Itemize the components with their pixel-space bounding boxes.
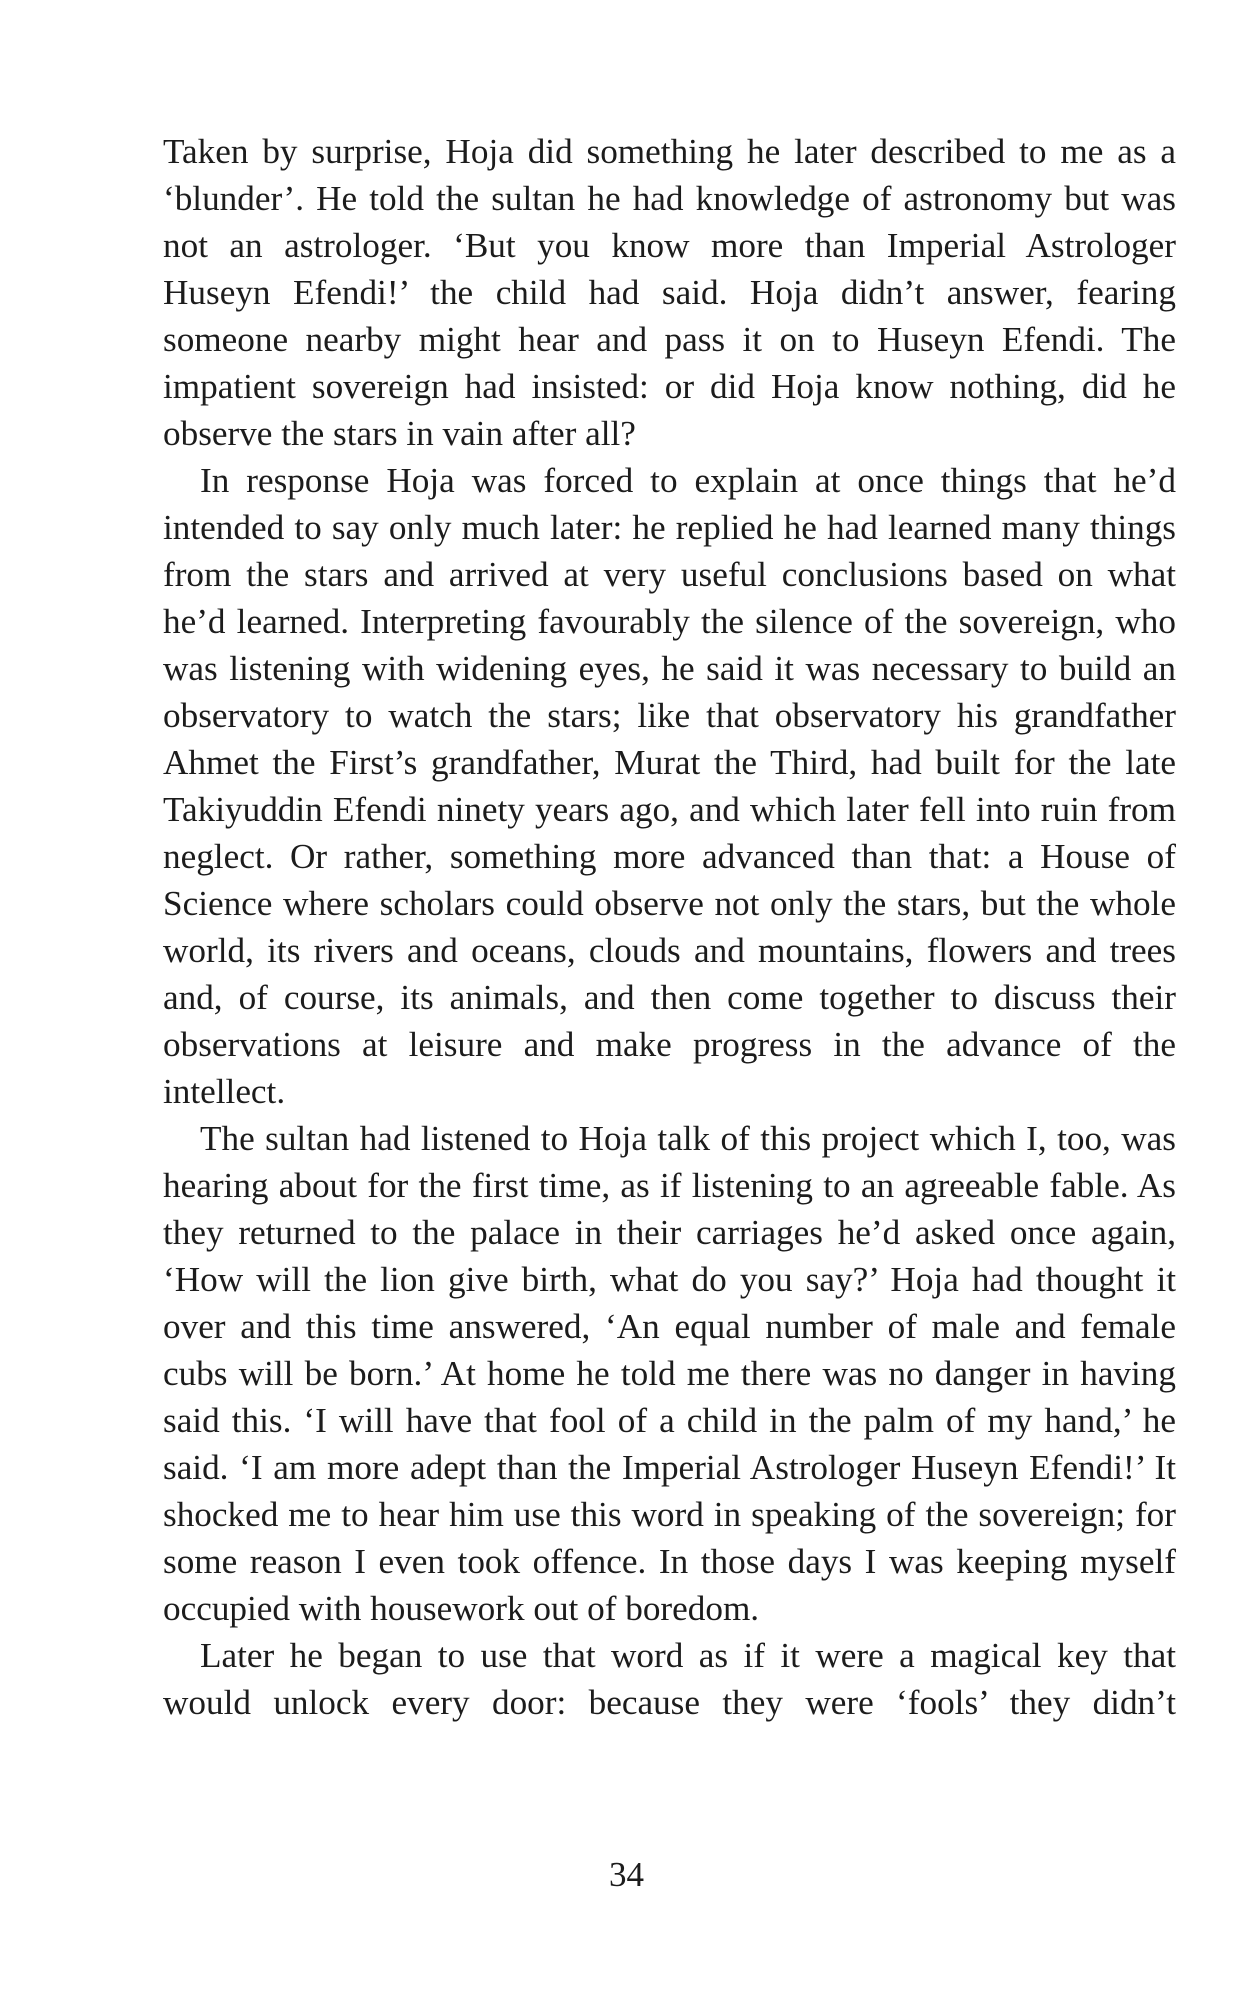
paragraph-3: The sultan had listened to Hoja talk of this project which I, too, was hearing about for the first time, as if listening to an agreeable fable. As they returned to the palace in their carriages he’d asked once again, ‘How will the lion give birth, what do you say?’ Hoja had thought it over and this time answered, ‘An equal number of male and female cubs will be born.’ At home he told me there was no danger in having said this. ‘I will have that fool of a child in the palm of my hand,’ he said. ‘I am more adept than the Imperial Astrologer Huseyn Efendi!’ It shocked me to hear him use this word in speaking of the sovereign; for some reason I even took offence. In those days I was keeping myself occupied with housework out of boredom. <box>163 1119 1176 1628</box>
paragraph-2: In response Hoja was forced to explain at once things that he’d intended to say only much later: he replied he had learned many things from the stars and arrived at very useful conclusions based on what he’d learned. Interpreting favourably the silence of the sovereign, who was listening with widening eyes, he said it was necessary to build an observatory to watch the stars; like that observatory his grandfather Ahmet the First’s grandfather, Murat the Third, had built for the late Takiyuddin Efendi ninety years ago, and which later fell into ruin from neglect. Or rather, something more advanced than that: a House of Science where scholars could observe not only the stars, but the whole world, its rivers and oceans, clouds and mountains, flowers and trees and, of course, its animals, and then come together to discuss their observations at leisure and make progress in the advance of the intellect. <box>163 461 1176 1111</box>
body-text <box>163 128 1176 1726</box>
page-number: 34 <box>609 1855 644 1894</box>
paragraph-1: Taken by surprise, Hoja did something he later described to me as a ‘blunder’. He told the sultan he had knowledge of astronomy but was not an astrologer. ‘But you know more than Imperial Astrologer Huseyn Efendi!’ the child had said. Hoja didn’t answer, fearing someone nearby might hear and pass it on to Huseyn Efendi. The impatient sovereign had insisted: or did Hoja know nothing, did he observe the stars in vain after all? <box>163 132 1176 453</box>
paragraph-4: Later he began to use that word as if it were a magical key that would unlock every door: because they were ‘fools’ they didn’t <box>163 1636 1176 1722</box>
